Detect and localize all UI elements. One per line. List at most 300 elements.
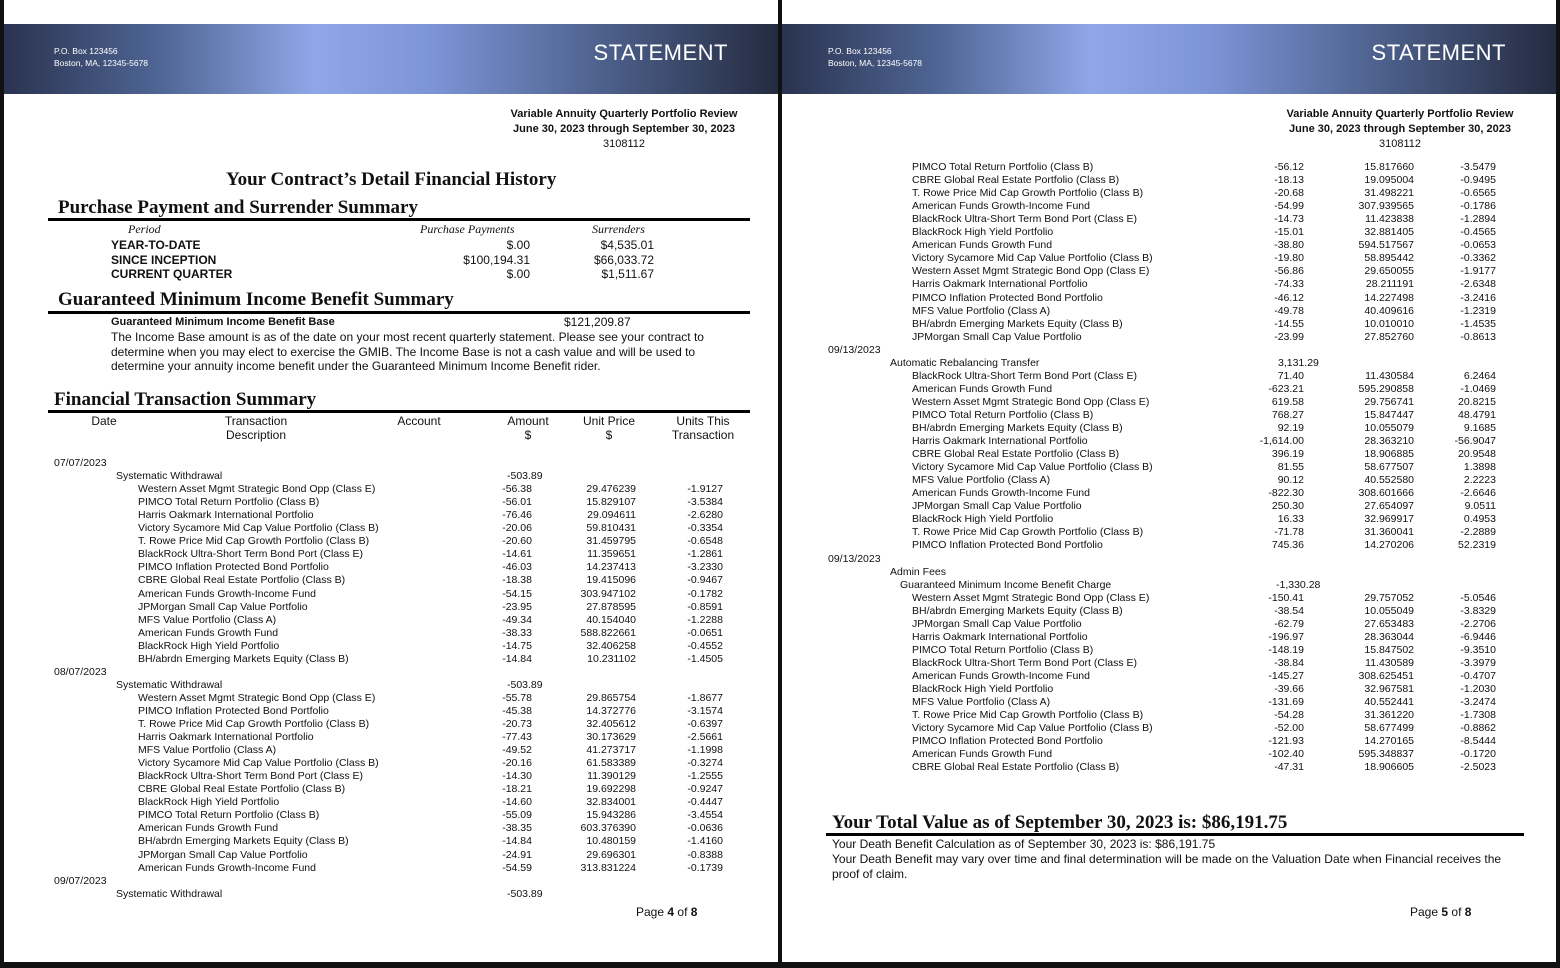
detail-title: Your Contract’s Detail Financial History xyxy=(226,169,557,190)
fund-units: -0.4707 xyxy=(1460,669,1496,682)
fund-row xyxy=(782,409,1556,422)
fund-name: American Funds Growth Fund xyxy=(912,748,1053,761)
fund-name: American Funds Growth-Income Fund xyxy=(912,487,1090,500)
fund-amount: 396.19 xyxy=(1271,448,1304,461)
fund-row xyxy=(782,435,1556,448)
pps-rule xyxy=(48,218,750,221)
pps-period: CURRENT QUARTER xyxy=(111,267,233,281)
fts-header-account: Account xyxy=(397,414,441,428)
fund-amount: -18.38 xyxy=(502,574,532,587)
fund-unit-price: 40.409616 xyxy=(1364,304,1414,317)
fts-header-units: Units This xyxy=(676,414,730,428)
fund-unit-price: 19.692298 xyxy=(586,783,636,796)
fund-units: -0.4447 xyxy=(687,796,723,809)
fund-unit-price: 11.430584 xyxy=(1365,369,1414,382)
fund-row xyxy=(782,200,1556,213)
fund-unit-price: 41.273717 xyxy=(586,744,636,757)
fund-amount: -76.46 xyxy=(502,509,532,522)
fund-units: 20.8215 xyxy=(1458,395,1496,408)
fund-units: -0.1782 xyxy=(687,587,723,600)
fund-name: T. Rowe Price Mid Cap Growth Portfolio (Class B) xyxy=(138,535,370,548)
fund-units: -1.2319 xyxy=(1460,304,1496,317)
fund-unit-price: 15.943286 xyxy=(586,809,636,822)
fund-amount: 16.33 xyxy=(1277,513,1304,526)
fund-name: PIMCO Total Return Portfolio (Class B) xyxy=(912,643,1094,656)
fund-units: -0.9467 xyxy=(687,574,723,587)
fund-units: -1.4160 xyxy=(687,835,723,848)
fund-amount: -20.06 xyxy=(502,522,532,535)
fund-name: MFS Value Portfolio (Class A) xyxy=(912,304,1051,317)
fund-name: American Funds Growth Fund xyxy=(138,822,279,835)
fund-name: PIMCO Total Return Portfolio (Class B) xyxy=(912,161,1094,173)
fund-row xyxy=(782,696,1556,709)
fund-units: -5.0546 xyxy=(1460,591,1496,604)
fund-amount: -15.01 xyxy=(1274,226,1304,239)
fund-amount: -54.99 xyxy=(1274,200,1304,213)
fund-unit-price: 58.895442 xyxy=(1364,252,1414,265)
fund-units: 48.4791 xyxy=(1458,408,1496,421)
fund-units: -0.3354 xyxy=(687,522,723,535)
fund-row xyxy=(4,574,778,587)
fund-name: BlackRock Ultra-Short Term Bond Port (Class E) xyxy=(912,213,1138,226)
page-total: 8 xyxy=(1464,905,1472,919)
fund-units: -0.8862 xyxy=(1460,722,1496,735)
fund-unit-price: 19.415096 xyxy=(586,574,636,587)
fund-unit-price: 58.677499 xyxy=(1364,722,1414,735)
fund-name: Victory Sycamore Mid Cap Value Portfolio (Class B) xyxy=(912,461,1153,474)
fund-row xyxy=(782,278,1556,291)
fund-name: PIMCO Inflation Protected Bond Portfolio xyxy=(138,704,329,717)
fund-amount: -49.34 xyxy=(502,613,532,626)
fund-name: American Funds Growth-Income Fund xyxy=(912,669,1090,682)
fund-row xyxy=(782,161,1556,174)
page-of: of xyxy=(1451,905,1462,919)
fund-row xyxy=(782,226,1556,239)
fund-amount: -49.52 xyxy=(502,744,532,757)
fund-amount: -14.75 xyxy=(502,639,532,652)
fts-header-amount: Amount xyxy=(507,414,549,428)
fund-name: Western Asset Mgmt Strategic Bond Opp (Class E) xyxy=(912,395,1150,408)
fund-unit-price: 313.831224 xyxy=(580,861,636,874)
fund-units: -3.4554 xyxy=(687,809,723,822)
fund-units: -1.7308 xyxy=(1460,709,1496,722)
fund-amount: -38.54 xyxy=(1274,604,1304,617)
fund-row xyxy=(782,370,1556,383)
fund-row xyxy=(782,735,1556,748)
fund-name: BH/abrdn Emerging Markets Equity (Class B) xyxy=(138,835,349,848)
gmib-title: Guaranteed Minimum Income Benefit Summary xyxy=(58,289,454,310)
fund-unit-price: 19.095004 xyxy=(1364,174,1414,187)
fund-unit-price: 594.517567 xyxy=(1358,239,1414,252)
fund-row xyxy=(4,588,778,601)
gmib-base-value: $121,209.87 xyxy=(564,315,631,329)
fts-header-units-transaction: Transaction xyxy=(671,428,735,442)
fund-row xyxy=(4,627,778,640)
gmib-rule xyxy=(48,311,750,314)
contract-number: 3108112 xyxy=(602,138,645,150)
fund-amount: -46.12 xyxy=(1274,291,1304,304)
fts-header-unit-price: Unit Price xyxy=(582,414,635,428)
pps-surrenders: $4,535.01 xyxy=(600,238,654,252)
fund-amount: -74.33 xyxy=(1274,278,1304,291)
fund-amount: -196.97 xyxy=(1268,630,1304,643)
fund-amount: -71.78 xyxy=(1274,526,1304,539)
fund-row xyxy=(4,496,778,509)
fund-row xyxy=(4,483,778,496)
fund-amount: -1,614.00 xyxy=(1259,435,1304,448)
fund-row xyxy=(782,318,1556,331)
review-title: Variable Annuity Quarterly Portfolio Review xyxy=(1286,108,1514,120)
fund-amount: -23.99 xyxy=(1274,330,1304,343)
fund-unit-price: 29.865754 xyxy=(586,691,636,704)
fund-row xyxy=(782,292,1556,305)
fund-units: -2.6646 xyxy=(1460,487,1496,500)
fund-units: -1.9177 xyxy=(1460,265,1496,278)
fund-amount: -131.69 xyxy=(1268,696,1304,709)
fund-name: BlackRock High Yield Portfolio xyxy=(138,639,280,652)
fund-units: -1.2861 xyxy=(687,548,723,561)
fund-name: American Funds Growth Fund xyxy=(912,239,1053,252)
fund-row xyxy=(782,761,1556,774)
fund-unit-price: 29.757052 xyxy=(1364,591,1414,604)
pps-period: SINCE INCEPTION xyxy=(111,252,217,267)
total-rule xyxy=(826,833,1524,836)
fund-unit-price: 11.430589 xyxy=(1365,656,1414,669)
fund-name: CBRE Global Real Estate Portfolio (Class B) xyxy=(912,448,1120,461)
fund-units: -0.1720 xyxy=(1460,748,1496,761)
pps-payments: $.00 xyxy=(506,267,530,281)
fund-name: CBRE Global Real Estate Portfolio (Class B) xyxy=(912,174,1120,187)
fund-row xyxy=(782,683,1556,696)
fund-row xyxy=(782,526,1556,539)
address-line-2: Boston, MA, 12345-5678 xyxy=(828,58,923,68)
fund-name: CBRE Global Real Estate Portfolio (Class B) xyxy=(138,574,346,587)
fund-amount: -47.31 xyxy=(1274,761,1304,774)
fund-row xyxy=(4,835,778,848)
fund-row xyxy=(4,731,778,744)
fund-unit-price: 10.055049 xyxy=(1364,604,1414,617)
fund-units: 1.3898 xyxy=(1463,461,1496,474)
fund-name: BlackRock High Yield Portfolio xyxy=(138,796,280,809)
fund-unit-price: 29.476239 xyxy=(586,483,636,496)
fund-row xyxy=(782,174,1556,187)
fund-units: -2.5023 xyxy=(1460,761,1496,774)
fund-units: 9.1685 xyxy=(1463,422,1496,434)
fund-name: BlackRock Ultra-Short Term Bond Port (Class E) xyxy=(912,369,1138,382)
transaction-date: 09/13/2023 xyxy=(828,343,881,356)
fund-name: CBRE Global Real Estate Portfolio (Class B) xyxy=(138,783,346,796)
fund-amount: -77.43 xyxy=(502,731,532,744)
fund-amount: -46.03 xyxy=(502,561,532,574)
fund-name: Harris Oakmark International Portfolio xyxy=(912,630,1088,643)
header-banner xyxy=(4,24,778,94)
fund-unit-price: 595.348837 xyxy=(1358,748,1414,761)
statement-page-5 xyxy=(782,0,1556,962)
fund-row xyxy=(782,513,1556,526)
fund-amount: -14.60 xyxy=(502,796,532,809)
fund-units: -1.8677 xyxy=(687,691,723,704)
fund-unit-price: 10.480159 xyxy=(586,835,636,848)
fund-row xyxy=(782,618,1556,631)
fund-units: -1.2288 xyxy=(687,613,723,626)
fund-units: -0.0651 xyxy=(687,626,723,639)
fund-name: BH/abrdn Emerging Markets Equity (Class B) xyxy=(912,422,1123,434)
fund-row xyxy=(782,748,1556,761)
fund-name: Western Asset Mgmt Strategic Bond Opp (Class E) xyxy=(138,483,376,496)
fund-unit-price: 32.406258 xyxy=(586,639,636,652)
fund-units: -1.2555 xyxy=(687,770,723,783)
transaction-type: Automatic Rebalancing Transfer xyxy=(890,356,1040,369)
fund-units: -1.4505 xyxy=(687,652,723,665)
fund-name: MFS Value Portfolio (Class A) xyxy=(912,696,1051,709)
fund-amount: -55.78 xyxy=(502,691,532,704)
fund-row xyxy=(4,601,778,614)
fund-amount: -38.35 xyxy=(502,822,532,835)
fund-name: Harris Oakmark International Portfolio xyxy=(912,435,1088,448)
fund-name: JPMorgan Small Cap Value Portfolio xyxy=(138,848,308,861)
fund-unit-price: 588.822661 xyxy=(580,626,636,639)
fund-units: -0.9495 xyxy=(1460,174,1496,187)
fund-unit-price: 15.847447 xyxy=(1364,408,1414,421)
fund-amount: -822.30 xyxy=(1268,487,1304,500)
fund-amount: 71.40 xyxy=(1277,369,1304,382)
transaction-type: Systematic Withdrawal xyxy=(116,887,223,900)
pps-payments: $100,194.31 xyxy=(463,252,530,267)
fund-units: -0.6565 xyxy=(1460,187,1496,200)
fund-row xyxy=(782,592,1556,605)
fund-amount: -20.73 xyxy=(502,718,532,730)
pps-header-payments: Purchase Payments xyxy=(420,222,515,236)
return-address xyxy=(828,45,922,69)
fund-row xyxy=(4,770,778,783)
fund-name: American Funds Growth Fund xyxy=(138,626,279,639)
review-period: June 30, 2023 through September 30, 2023 xyxy=(1289,123,1511,135)
fund-name: BlackRock High Yield Portfolio xyxy=(912,226,1054,239)
fund-row xyxy=(782,265,1556,278)
fund-amount: -52.00 xyxy=(1274,722,1304,735)
fund-amount: -145.27 xyxy=(1268,669,1304,682)
fund-units: -0.1739 xyxy=(687,861,723,874)
fund-row xyxy=(782,722,1556,735)
fund-unit-price: 14.227498 xyxy=(1364,291,1414,304)
fund-amount: -623.21 xyxy=(1268,382,1304,395)
fund-name: JPMorgan Small Cap Value Portfolio xyxy=(912,330,1082,343)
fund-name: MFS Value Portfolio (Class A) xyxy=(138,744,277,757)
fund-amount: -14.55 xyxy=(1274,317,1304,330)
fund-row xyxy=(4,783,778,796)
address-line-1: P.O. Box 123456 xyxy=(54,46,118,56)
fund-amount: -150.41 xyxy=(1268,591,1304,604)
fund-unit-price: 14.237413 xyxy=(586,561,636,574)
fund-row xyxy=(782,383,1556,396)
fund-name: JPMorgan Small Cap Value Portfolio xyxy=(912,617,1082,630)
contract-number: 3108112 xyxy=(1378,138,1421,150)
address-line-2: Boston, MA, 12345-5678 xyxy=(54,58,149,68)
fund-row xyxy=(4,705,778,718)
fund-name: JPMorgan Small Cap Value Portfolio xyxy=(912,500,1082,513)
fund-name: Victory Sycamore Mid Cap Value Portfolio (Class B) xyxy=(138,757,379,770)
fund-row xyxy=(782,670,1556,683)
fund-units: -0.3362 xyxy=(1460,252,1496,265)
fund-amount: -38.80 xyxy=(1274,239,1304,252)
fund-unit-price: 29.650055 xyxy=(1364,265,1414,278)
fund-unit-price: 29.094611 xyxy=(587,509,636,522)
fund-units: -0.0636 xyxy=(687,822,723,835)
fund-units: 2.2223 xyxy=(1463,474,1496,487)
fund-name: BlackRock High Yield Portfolio xyxy=(912,513,1054,526)
pps-title: Purchase Payment and Surrender Summary xyxy=(58,197,418,218)
fund-row xyxy=(4,640,778,653)
fund-units: -0.6548 xyxy=(687,535,723,548)
fund-name: PIMCO Inflation Protected Bond Portfolio xyxy=(138,561,329,574)
fund-amount: -18.13 xyxy=(1274,174,1304,187)
fund-name: Victory Sycamore Mid Cap Value Portfolio (Class B) xyxy=(138,522,379,535)
fund-row xyxy=(782,657,1556,670)
fund-units: -0.4565 xyxy=(1460,226,1496,239)
fund-amount: -56.12 xyxy=(1274,161,1304,173)
fund-units: -1.9127 xyxy=(687,483,723,496)
fund-amount: 619.58 xyxy=(1271,395,1304,408)
page-number xyxy=(636,905,697,919)
fund-unit-price: 10.055079 xyxy=(1364,422,1414,434)
fund-units: -3.5384 xyxy=(687,496,723,509)
fund-units: -2.2889 xyxy=(1460,526,1496,539)
fund-name: Victory Sycamore Mid Cap Value Portfolio (Class B) xyxy=(912,252,1153,265)
fund-row xyxy=(782,487,1556,500)
fund-unit-price: 31.361220 xyxy=(1364,709,1414,722)
fund-unit-price: 31.498221 xyxy=(1364,187,1414,200)
fund-unit-price: 14.372776 xyxy=(586,704,636,717)
fund-amount: -19.80 xyxy=(1274,252,1304,265)
fund-amount: -20.60 xyxy=(502,535,532,548)
fund-row xyxy=(782,239,1556,252)
death-benefit-calc: Your Death Benefit Calculation as of September 30, 2023 is: $86,191.75 xyxy=(832,837,1216,851)
fund-row xyxy=(782,396,1556,409)
fund-row xyxy=(782,305,1556,318)
fund-unit-price: 59.810431 xyxy=(586,522,636,535)
pps-header-period: Period xyxy=(128,222,161,236)
header-banner xyxy=(782,24,1556,94)
fund-amount: -14.61 xyxy=(502,548,532,561)
fund-name: BH/abrdn Emerging Markets Equity (Class B) xyxy=(138,652,349,665)
fund-name: BlackRock Ultra-Short Term Bond Port (Class E) xyxy=(912,656,1138,669)
fund-amount: 745.36 xyxy=(1271,539,1304,552)
fund-amount: -20.16 xyxy=(502,757,532,770)
death-benefit-note: Your Death Benefit may vary over time and final determination will be made on the Valuation Date when Financial receives the proof of claim. xyxy=(832,852,1502,881)
fund-name: American Funds Growth-Income Fund xyxy=(912,200,1090,213)
fund-name: BH/abrdn Emerging Markets Equity (Class B) xyxy=(912,317,1123,330)
fund-name: PIMCO Inflation Protected Bond Portfolio xyxy=(912,539,1103,552)
fund-units: -2.5661 xyxy=(687,731,723,744)
fund-unit-price: 32.967581 xyxy=(1364,683,1414,695)
transaction-total: -503.89 xyxy=(507,470,543,483)
fund-amount: -148.19 xyxy=(1268,643,1304,656)
fts-header-description: Description xyxy=(225,428,287,442)
fund-units: -1.2030 xyxy=(1460,683,1496,695)
fund-units: -0.6397 xyxy=(687,718,723,730)
fund-units: -3.2330 xyxy=(687,561,723,574)
page-label: Page xyxy=(1410,905,1439,919)
fund-row xyxy=(782,605,1556,618)
transaction-type: Admin Fees xyxy=(890,565,947,578)
fund-unit-price: 595.290858 xyxy=(1358,382,1414,395)
statement-label: STATEMENT xyxy=(593,40,728,65)
fund-name: Western Asset Mgmt Strategic Bond Opp (Class E) xyxy=(912,591,1150,604)
fund-unit-price: 29.696301 xyxy=(586,848,636,861)
fund-unit-price: 28.363044 xyxy=(1364,630,1414,643)
fund-unit-price: 61.583389 xyxy=(586,757,636,770)
fund-units: -0.8613 xyxy=(1460,330,1496,343)
fund-units: -9.3510 xyxy=(1460,643,1496,656)
fund-row xyxy=(782,461,1556,474)
fund-name: PIMCO Total Return Portfolio (Class B) xyxy=(138,809,320,822)
page-total: 8 xyxy=(690,905,698,919)
review-title: Variable Annuity Quarterly Portfolio Review xyxy=(510,108,738,120)
gmib-text: The Income Base amount is as of the date on your most recent quarterly statement. Please see your contract to determine when you may elect to exercise the GMIB. The Income Base is not a cash value and will be used to determine your annuity income benefit under the Guaranteed Minimum Income Benefit rider. xyxy=(111,330,704,373)
fund-unit-price: 40.154040 xyxy=(586,613,636,626)
fund-name: Harris Oakmark International Portfolio xyxy=(138,509,314,522)
fund-units: -1.0469 xyxy=(1460,382,1496,395)
fund-row xyxy=(4,809,778,822)
fund-name: T. Rowe Price Mid Cap Growth Portfolio (Class B) xyxy=(912,526,1144,539)
fund-row xyxy=(782,187,1556,200)
pps-surrenders: $1,511.67 xyxy=(601,267,654,281)
fund-name: PIMCO Inflation Protected Bond Portfolio xyxy=(912,735,1103,748)
fund-amount: -54.15 xyxy=(502,587,532,600)
fund-unit-price: 11.390129 xyxy=(587,770,636,783)
fund-units: -0.8591 xyxy=(687,600,723,613)
fund-units: -3.2474 xyxy=(1460,696,1496,709)
fund-amount: -24.91 xyxy=(502,848,532,861)
fts-header-unit-price-unit: $ xyxy=(605,428,613,442)
fund-unit-price: 40.552441 xyxy=(1364,696,1414,709)
fund-unit-price: 32.405612 xyxy=(586,718,636,730)
fund-row xyxy=(4,653,778,666)
fund-name: American Funds Growth Fund xyxy=(912,382,1053,395)
fund-row xyxy=(4,796,778,809)
fund-units: -3.1574 xyxy=(687,704,723,717)
fund-row xyxy=(782,539,1556,552)
fund-units: -2.6348 xyxy=(1460,278,1496,291)
page-current: 4 xyxy=(667,905,675,919)
fund-row xyxy=(4,718,778,731)
transaction-subtype: Guaranteed Minimum Income Benefit Charge xyxy=(900,578,1112,591)
fund-name: T. Rowe Price Mid Cap Growth Portfolio (Class B) xyxy=(912,709,1144,722)
fund-units: -8.5444 xyxy=(1460,735,1496,748)
fund-row xyxy=(4,535,778,548)
transaction-date: 08/07/2023 xyxy=(54,665,107,678)
fund-unit-price: 30.173629 xyxy=(586,731,636,744)
fund-amount: -56.01 xyxy=(502,496,532,509)
fund-units: -1.1998 xyxy=(687,744,723,757)
fund-row xyxy=(782,631,1556,644)
transaction-date: 09/07/2023 xyxy=(54,874,107,887)
fund-row xyxy=(4,744,778,757)
fund-unit-price: 14.270206 xyxy=(1364,539,1414,552)
statement-page-4 xyxy=(4,0,778,962)
transaction-type: Systematic Withdrawal xyxy=(116,678,223,691)
fund-name: Victory Sycamore Mid Cap Value Portfolio (Class B) xyxy=(912,722,1153,735)
transaction-date: 07/07/2023 xyxy=(54,457,107,469)
fund-row xyxy=(4,822,778,835)
fund-amount: -55.09 xyxy=(502,809,532,822)
fund-units: -3.5479 xyxy=(1460,161,1496,173)
fund-row xyxy=(782,331,1556,344)
fund-name: JPMorgan Small Cap Value Portfolio xyxy=(138,600,308,613)
review-header xyxy=(1270,107,1530,152)
fund-name: T. Rowe Price Mid Cap Growth Portfolio (Class B) xyxy=(912,187,1144,200)
fund-name: Harris Oakmark International Portfolio xyxy=(912,278,1088,291)
